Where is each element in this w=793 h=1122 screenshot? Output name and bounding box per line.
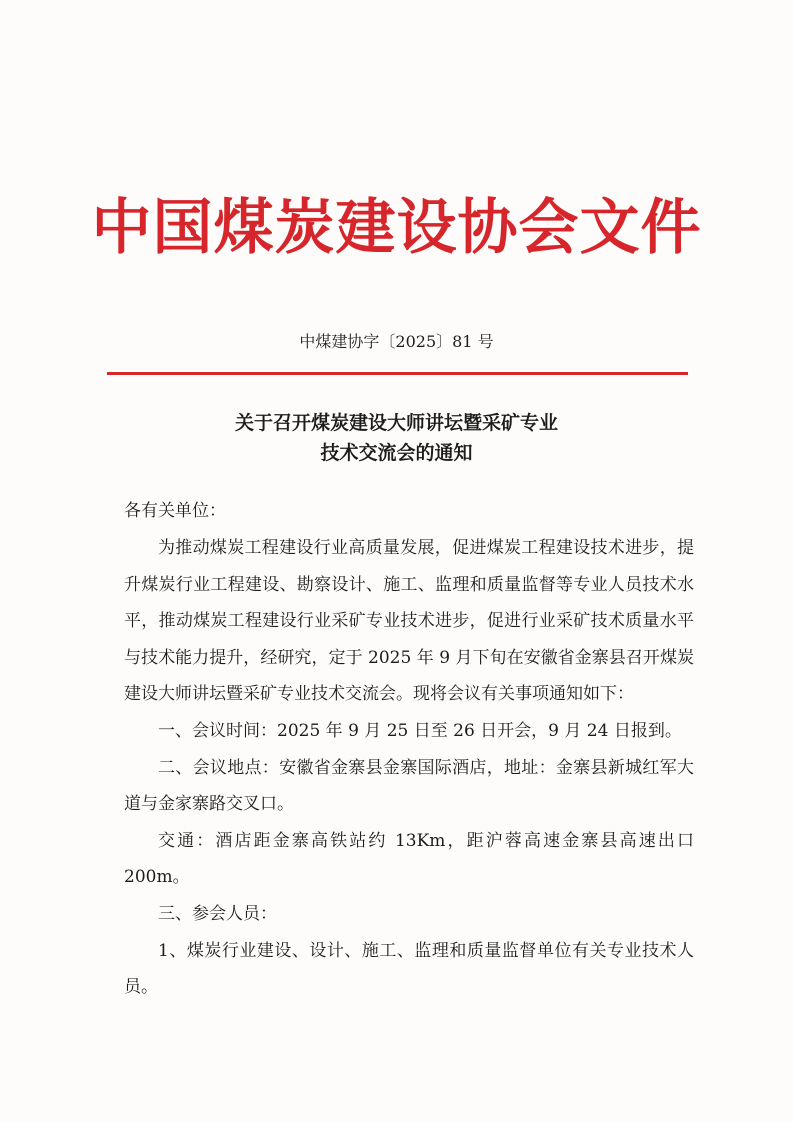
document-number: 中煤建协字〔2025〕81 号	[299, 332, 494, 351]
paragraph-intro: 为推动煤炭工程建设行业高质量发展，促进煤炭工程建设技术进步，提升煤炭行业工程建设、勘察设计、施工、监理和质量监督等专业人员技术水平，推动煤炭工程建设行业采矿专业技术进步，促进行业采矿技术质量水平与技术能力提升，经研究，定于 2025 年 9 月下旬在安徽省金寨县召开煤炭建设大师讲坛暨采矿专业技术交流会。现将会议有关事项通知如下：	[124, 538, 694, 705]
salutation: 各有关单位：	[124, 501, 226, 521]
paragraph-meeting-location: 二、会议地点：安徽省金寨县金寨国际酒店，地址：金寨县新城红军大道与金家寨路交叉口。	[124, 757, 694, 815]
paragraph-participants-heading: 三、参会人员：	[158, 903, 277, 924]
title-line-1: 关于召开煤炭建设大师讲坛暨采矿专业	[234, 412, 558, 434]
title-line-2: 技术交流会的通知	[320, 442, 473, 464]
paragraph-participants-1: 1、煤炭行业建设、设计、施工、监理和质量监督单位有关专业技术人员。	[124, 940, 694, 998]
red-divider	[107, 372, 688, 375]
paragraph-meeting-time: 一、会议时间：2025 年 9 月 25 日至 26 日开会，9 月 24 日报到。	[158, 720, 682, 741]
paragraph-transport: 交通：酒店距金寨高铁站约 13Km，距沪蓉高速金寨县高速出口 200m。	[124, 830, 694, 888]
masthead: 中国煤炭建设协会文件	[91, 193, 702, 263]
notice-title	[0, 408, 793, 468]
body-text	[124, 530, 694, 1006]
